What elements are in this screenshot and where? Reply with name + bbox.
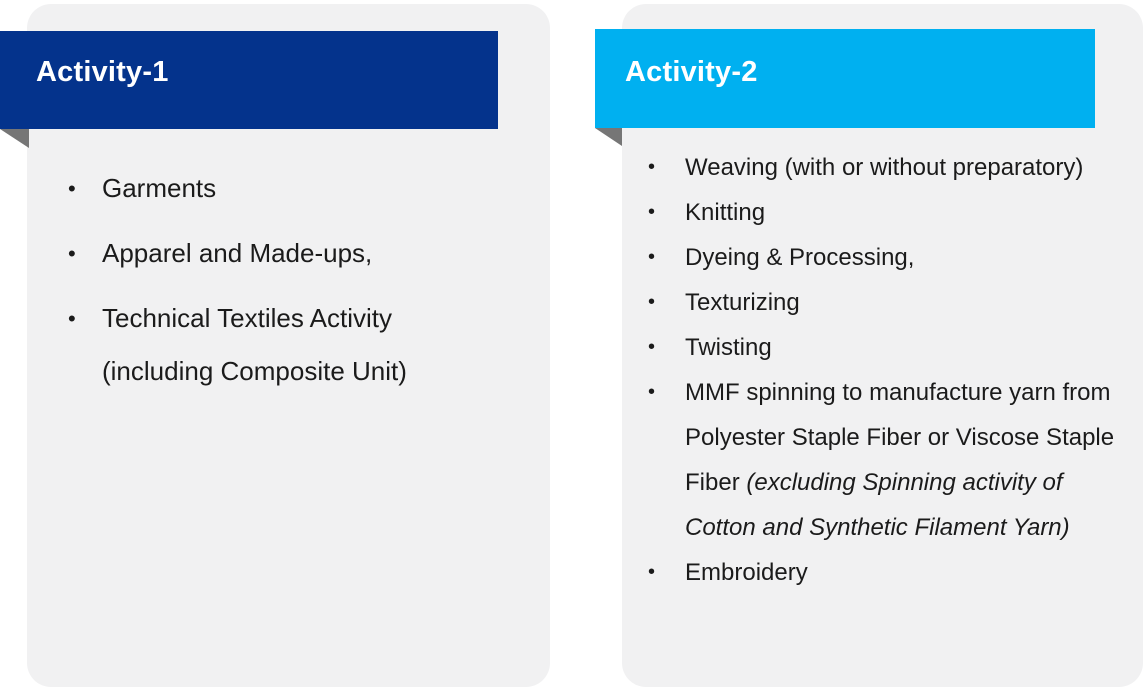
activity-2-banner-fold-icon	[595, 128, 622, 146]
list-item-text	[102, 162, 538, 215]
list-item-line: Fiber (excluding Spinning activity of	[685, 469, 1063, 496]
list-item-line: Technical Textiles Activity	[102, 303, 392, 333]
list-item-line: Cotton and Synthetic Filament Yarn)	[685, 514, 1070, 541]
list-item-line: Weaving (with or without preparatory)	[685, 154, 1084, 181]
list-item	[648, 280, 1126, 325]
list-item-text	[102, 227, 538, 280]
bullet-icon: •	[68, 306, 76, 331]
bullet-icon: •	[648, 201, 656, 223]
bullet-icon: •	[68, 176, 76, 201]
bullet-icon: •	[68, 241, 76, 266]
list-item	[648, 145, 1126, 190]
bullet-icon: •	[648, 336, 656, 358]
list-item-text	[685, 235, 1126, 280]
list-item-text	[685, 370, 1126, 550]
list-item-line: Knitting	[685, 199, 766, 226]
list-item	[648, 190, 1126, 235]
activity-1-header-banner	[0, 31, 498, 129]
list-item	[68, 162, 538, 215]
list-item-line: Twisting	[685, 334, 772, 361]
list-item-line: MMF spinning to manufacture yarn from	[685, 379, 1111, 406]
list-item-line: Garments	[102, 173, 217, 203]
list-item-line: Texturizing	[685, 289, 800, 316]
list-item-text	[685, 550, 1126, 595]
list-item-line: Polyester Staple Fiber or Viscose Staple	[685, 424, 1115, 451]
list-item	[68, 227, 538, 280]
list-item-text	[685, 280, 1126, 325]
list-item-text	[102, 292, 538, 398]
activity-2-title: Activity-2	[625, 56, 758, 88]
activity-1-title: Activity-1	[36, 56, 169, 88]
list-item-text	[685, 145, 1126, 190]
bullet-icon: •	[648, 246, 656, 268]
list-item-line: Dyeing & Processing,	[685, 244, 915, 271]
list-item	[68, 292, 538, 398]
list-item-line: Apparel and Made-ups,	[102, 238, 373, 268]
bullet-icon: •	[648, 561, 656, 583]
activity-2-header-banner	[595, 29, 1095, 128]
list-item	[648, 325, 1126, 370]
bullet-icon: •	[648, 156, 656, 178]
list-item	[648, 370, 1126, 550]
bullet-icon: •	[648, 381, 656, 403]
list-item-text	[685, 190, 1126, 235]
activity-1-list	[68, 162, 538, 410]
activity-1-banner-fold-icon	[0, 129, 29, 148]
bullet-icon: •	[648, 291, 656, 313]
list-item-line: Embroidery	[685, 559, 808, 586]
list-item-text	[685, 325, 1126, 370]
activity-2-list	[648, 145, 1126, 595]
list-item	[648, 550, 1126, 595]
list-item	[648, 235, 1126, 280]
list-item-line: (including Composite Unit)	[102, 356, 407, 386]
